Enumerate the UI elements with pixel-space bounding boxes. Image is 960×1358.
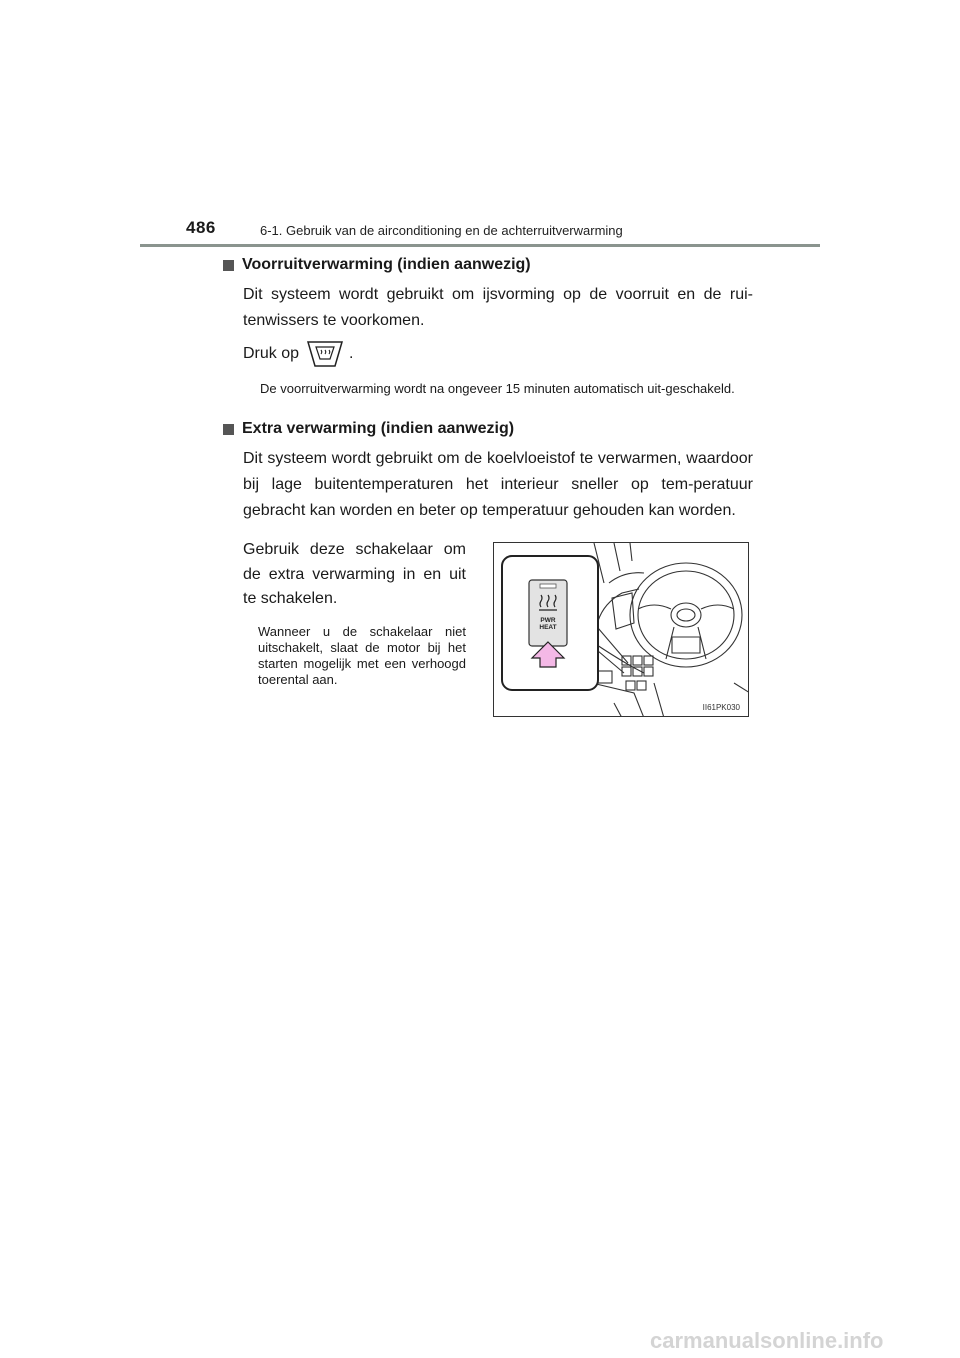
section-square-icon [223,260,234,271]
switch-label-line1: PWR [540,617,556,624]
switch-label-line2: HEAT [539,624,557,631]
section1-note [223,381,753,397]
usage-note: Wanneer u de schakelaar niet uitschakelt, slaat de motor bij het starten mogelijk met een verhoogd toerental aan. [258,623,466,687]
note-text: De voorruitverwarming wordt na ongeveer 15 minuten automatisch uit-geschakeld. [260,381,735,396]
watermark [650,1328,884,1354]
page-header [140,214,820,246]
section2-usage [223,538,466,688]
press-suffix: . [349,345,354,362]
section-extra-verwarming [223,420,753,524]
section-voorruitverwarming [223,256,753,334]
press-prefix: Druk op [243,345,300,362]
section-title [223,420,753,438]
chapter-title: 6-1. Gebruik van de airconditioning en de achterruitverwarming [260,223,623,238]
section-title-text: Extra verwarming (indien aanwezig) [242,420,515,437]
figure-pwr-heat-switch [493,542,749,717]
section-body: Dit systeem wordt gebruikt om ijsvorming op de voorruit en de rui-tenwissers te voorkomen. [243,286,753,329]
page-number: 486 [186,218,216,237]
header-rule [140,244,820,247]
windshield-defogger-icon [305,338,345,370]
dashboard-illustration [494,543,749,717]
press-instruction [243,338,353,370]
usage-text: Gebruik deze schakelaar om de extra verwarming in en uit te schakelen. [243,541,466,607]
section-title-text: Voorruitverwarming (indien aanwezig) [242,256,531,273]
watermark-text: carmanualsonline.info [650,1328,884,1353]
section-body: Dit systeem wordt gebruikt om de koelvloeistof te verwarmen, waardoor bij lage buitentemperaturen het interieur sneller op tem-peratuur gebracht kan worden en beter op temperatuur gehouden kan worden. [243,450,753,519]
figure-code: II61PK030 [702,703,740,712]
section-title [223,256,753,274]
section-square-icon [223,424,234,435]
